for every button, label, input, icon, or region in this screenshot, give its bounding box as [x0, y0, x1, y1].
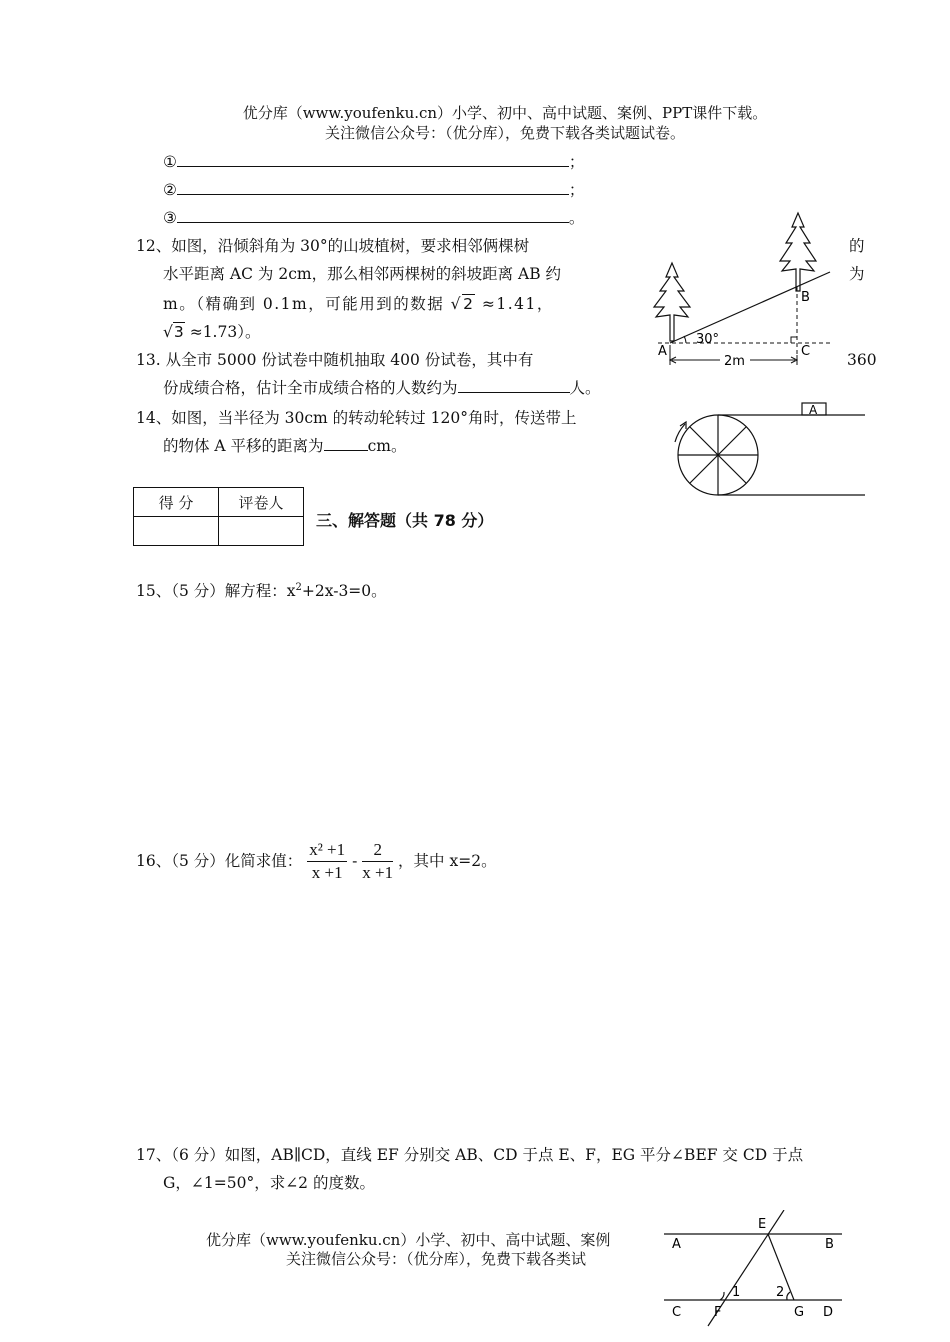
- angle-1-label: 1: [732, 1285, 741, 1300]
- q13-line2: 份成绩合格，估计全市成绩合格的人数约为 人。: [163, 374, 601, 402]
- q16-text: 16、（5 分）化简求值： $\frac{\text{x² +1}}{x +1}$ - $\frac{2}{x +1}$ ，其中 x=2。: [136, 839, 497, 882]
- approx-1: ≈1.41，: [481, 295, 554, 313]
- label-D: D: [823, 1305, 834, 1320]
- sqrt-2: √2: [450, 295, 475, 313]
- fraction-1: $\frac{\text{x² +1}}{x +1}$: [309, 839, 346, 882]
- blank-row-1: [163, 148, 584, 176]
- approx-2: ≈1.73）。: [189, 323, 261, 341]
- tree-icon: [780, 213, 816, 291]
- blank-end: ；: [568, 181, 585, 199]
- score-header: 得 分: [134, 488, 219, 517]
- object-A-label: A: [809, 403, 818, 417]
- grader-cell[interactable]: [219, 517, 304, 546]
- blank-end: 。: [568, 209, 585, 227]
- fraction-2: $\frac{2}{x +1}$: [362, 839, 394, 882]
- q14-line1: 14、如图，当半径为 30cm 的转动轮转过 120°角时，传送带上: [136, 409, 577, 427]
- footer-watermark-line1: 优分库（www.youfenku.cn）小学、初中、高中试题、案例: [206, 1231, 611, 1249]
- q12-line3: [163, 290, 554, 318]
- label-F: F: [714, 1305, 722, 1320]
- q12-line2: 水平距离 AC 为 2cm，那么相邻两棵树的斜坡距离 AB 约: [163, 265, 562, 283]
- q13-line1: 13. 从全市 5000 份试卷中随机抽取 400 份试卷，其中有: [136, 351, 534, 369]
- q17-line1: 17、（6 分）如图，AB∥CD，直线 EF 分别交 AB、CD 于点 E、F，EG 平分∠BEF 交 CD 于点: [136, 1146, 804, 1164]
- q12-line1-tail: 的: [849, 237, 865, 255]
- grader-header: 评卷人: [219, 488, 304, 517]
- q12-line1: 12、如图，沿倾斜角为 30°的山坡植树，要求相邻俩棵树: [136, 237, 530, 255]
- score-cell[interactable]: [134, 517, 219, 546]
- answer-blank[interactable]: [177, 206, 569, 223]
- q12-line4: [163, 318, 260, 346]
- label-E: E: [758, 1217, 767, 1232]
- slope-line: [670, 272, 830, 343]
- q14-wheel-figure: [665, 398, 875, 503]
- answer-blank[interactable]: [177, 150, 569, 167]
- blank-row-3: [163, 204, 584, 232]
- sqrt-3: √3: [163, 323, 184, 341]
- blank-row-2: [163, 176, 584, 204]
- angle-label: 30°: [696, 332, 720, 347]
- blank-marker: ③: [163, 209, 177, 227]
- q17-line2: G，∠1=50°，求∠2 的度数。: [163, 1174, 375, 1192]
- distance-label: 2m: [724, 354, 745, 369]
- rotation-arrow-icon: [675, 424, 685, 442]
- angle-2-label: 2: [776, 1285, 785, 1300]
- q12-slope-figure: [640, 205, 845, 370]
- q17-parallel-figure: [660, 1210, 850, 1338]
- label-C: C: [801, 344, 811, 359]
- blank-marker: ②: [163, 181, 177, 199]
- q15-text: 15、（5 分）解方程：$x^2+2x-3=0$。: [136, 582, 387, 601]
- blank-end: ；: [568, 153, 585, 171]
- label-B: B: [801, 290, 810, 305]
- label-G: G: [794, 1305, 805, 1320]
- q14-line2: 的物体 A 平移的距离为 cm。: [163, 432, 406, 460]
- q13-line1-tail: 360: [847, 351, 877, 369]
- blank-marker: ①: [163, 153, 177, 171]
- label-B: B: [825, 1237, 834, 1252]
- tree-icon: [654, 263, 690, 341]
- q13-answer-blank[interactable]: [458, 376, 570, 393]
- footer-watermark-line2: 关注微信公众号：（优分库），免费下载各类试: [286, 1250, 587, 1268]
- label-A: A: [658, 344, 667, 359]
- section-title: 三、解答题（共 78 分）: [316, 511, 494, 530]
- answer-blank[interactable]: [177, 178, 569, 195]
- label-A: A: [672, 1237, 681, 1252]
- q14-answer-blank[interactable]: [324, 434, 368, 451]
- label-C: C: [672, 1305, 682, 1320]
- q12-line3-text: m。（精确到 0.1m，可能用到的数据: [163, 295, 445, 313]
- header-watermark-line2: 关注微信公众号：（优分库），免费下载各类试题试卷。: [324, 124, 685, 142]
- score-table: [133, 487, 304, 546]
- header-watermark-line1: 优分库（www.youfenku.cn）小学、初中、高中试题、案例、PPT课件下载。: [242, 104, 768, 122]
- q12-line2-tail: 为: [849, 265, 865, 283]
